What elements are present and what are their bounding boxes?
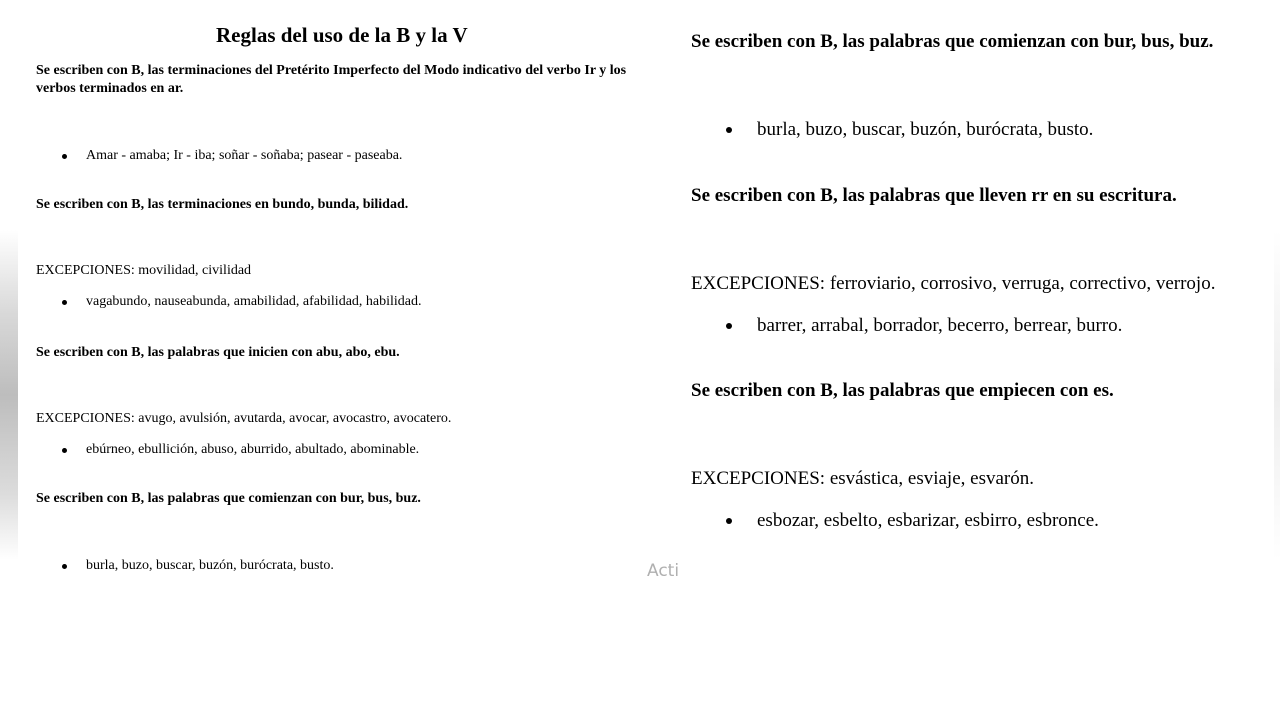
right-rule-2-exceptions: EXCEPCIONES: ferroviario, corrosivo, verruga, correctivo, verrojo.	[691, 273, 1216, 294]
right-rule-2: Se escriben con B, las palabras que lleven rr en su escritura.	[691, 185, 1177, 206]
left-rule-4-example: burla, buzo, buscar, buzón, burócrata, busto.	[86, 558, 334, 573]
right-rule-3: Se escriben con B, las palabras que empiecen con es.	[691, 380, 1114, 401]
document-title: Reglas del uso de la B y la V	[216, 23, 468, 47]
left-rule-2-example: vagabundo, nauseabunda, amabilidad, afabilidad, habilidad.	[86, 294, 422, 309]
left-rule-3-exceptions: EXCEPCIONES: avugo, avulsión, avutarda, avocar, avocastro, avocatero.	[36, 411, 452, 426]
right-rule-1: Se escriben con B, las palabras que comienzan con bur, bus, buz.	[691, 31, 1214, 52]
left-rule-4: Se escriben con B, las palabras que comienzan con bur, bus, buz.	[36, 491, 421, 506]
right-edge-shadow	[1274, 230, 1280, 560]
left-rule-2: Se escriben con B, las terminaciones en bundo, bunda, bilidad.	[36, 197, 409, 212]
left-edge-shadow	[0, 230, 18, 560]
right-rule-3-example: esbozar, esbelto, esbarizar, esbirro, esbronce.	[757, 510, 1099, 531]
left-rule-1-example: Amar - amaba; Ir - iba; soñar - soñaba; pasear - paseaba.	[86, 148, 403, 163]
left-rule-3: Se escriben con B, las palabras que inicien con abu, abo, ebu.	[36, 345, 400, 360]
activation-watermark: Acti	[647, 561, 680, 581]
right-rule-2-example: barrer, arrabal, borrador, becerro, berrear, burro.	[757, 315, 1123, 336]
left-rule-1: Se escriben con B, las terminaciones del Pretérito Imperfecto del Modo indicativo del verbo Ir y los verbos terminados en ar.	[36, 63, 627, 96]
left-rule-3-example: ebúrneo, ebullición, abuso, aburrido, abultado, abominable.	[86, 442, 420, 457]
right-rule-3-exceptions: EXCEPCIONES: esvástica, esviaje, esvarón.	[691, 468, 1034, 489]
left-rule-2-exceptions: EXCEPCIONES: movilidad, civilidad	[36, 263, 252, 278]
right-rule-1-example: burla, buzo, buscar, buzón, burócrata, busto.	[757, 119, 1094, 140]
